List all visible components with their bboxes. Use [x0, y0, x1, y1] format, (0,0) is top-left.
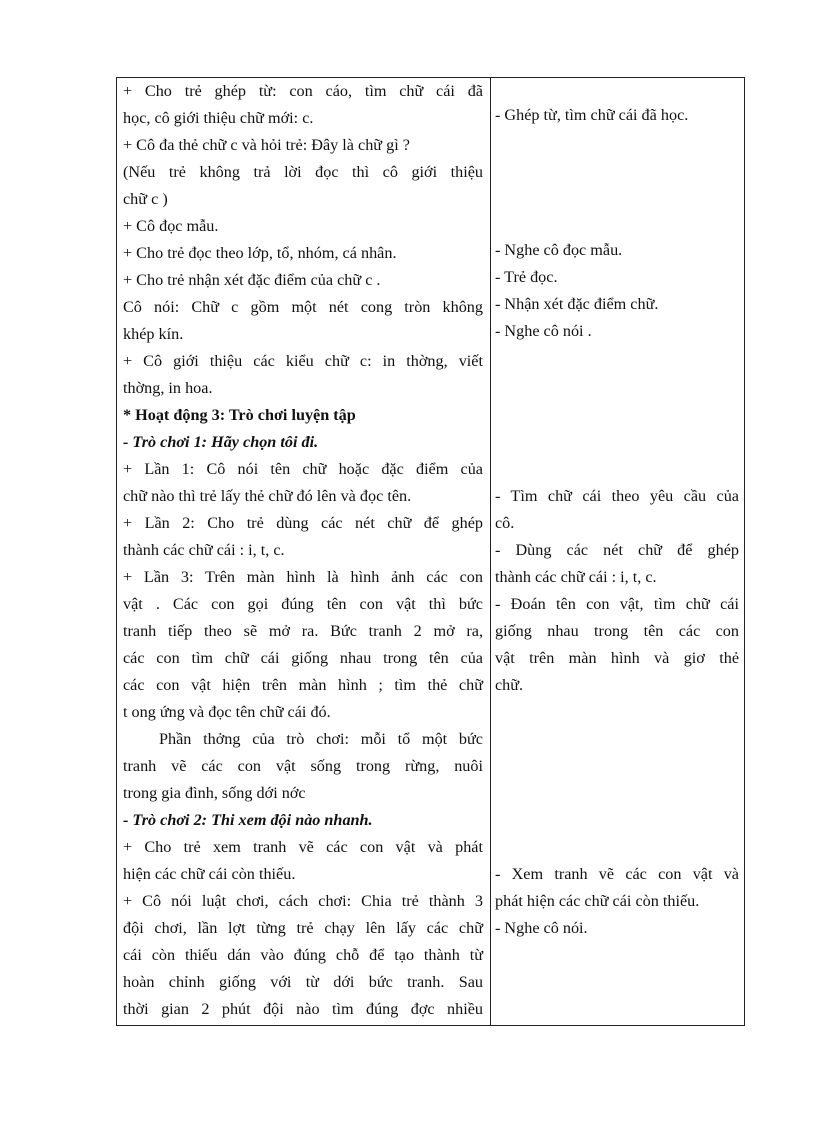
game-2-heading: - Trò chơi 2: Thi xem đội nào nhanh. — [123, 811, 373, 829]
right-line: - Dùng các nét chữ để ghép — [495, 541, 739, 559]
lesson-plan-table — [116, 77, 745, 1026]
right-line: - Trẻ đọc. — [495, 268, 558, 286]
left-line: tranh vẽ các con vật sống trong rừng, nuôi — [123, 757, 483, 775]
right-line: - Tìm chữ cái theo yêu cầu của — [495, 487, 739, 505]
left-line: + Cô nói luật chơi, cách chơi: Chia trẻ thành 3 — [123, 892, 483, 910]
right-line: - Ghép từ, tìm chữ cái đã học. — [495, 106, 689, 124]
right-line: - Nghe cô nói. — [495, 919, 588, 937]
activity-3-heading: * Hoạt động 3: Trò chơi luyện tập — [123, 406, 356, 424]
left-line: thời gian 2 phút đội nào tìm đúng đợc nhiều — [123, 1000, 483, 1018]
left-line: chữ nào thì trẻ lấy thẻ chữ đó lên và đọc tên. — [123, 487, 412, 505]
left-line: thành các chữ cái : i, t, c. — [123, 541, 285, 559]
right-line: - Đoán tên con vật, tìm chữ cái — [495, 595, 739, 613]
left-line: hoàn chỉnh giống với từ dới bức tranh. Sau — [123, 973, 483, 991]
left-line: chữ c ) — [123, 190, 168, 208]
left-line: trong gia đình, sống dới nớc — [123, 784, 306, 802]
left-line: + Cho trẻ đọc theo lớp, tổ, nhóm, cá nhân. — [123, 244, 397, 262]
right-line: - Nghe cô nói . — [495, 322, 592, 340]
left-line: tranh tiếp theo sẽ mở ra. Bức tranh 2 mở ra, — [123, 622, 483, 640]
left-line: Cô nói: Chữ c gồm một nét cong tròn không — [123, 298, 483, 316]
left-line: đội chơi, lần lợt từng trẻ chạy lên lấy các chữ — [123, 919, 483, 937]
left-line: + Lần 3: Trên màn hình là hình ảnh các con — [123, 568, 483, 586]
game-1-heading: - Trò chơi 1: Hãy chọn tôi đi. — [123, 433, 319, 451]
left-line: t ong ứng và đọc tên chữ cái đó. — [123, 703, 331, 721]
left-line: + Lần 1: Cô nói tên chữ hoặc đặc điểm của — [123, 460, 483, 478]
left-line: + Cho trẻ nhận xét đặc điểm của chữ c . — [123, 271, 381, 289]
left-line: khép kín. — [123, 325, 184, 343]
right-line: thành các chữ cái : i, t, c. — [495, 568, 657, 586]
left-line: + Cô đa thẻ chữ c và hỏi trẻ: Đây là chữ gì ? — [123, 136, 410, 154]
right-line: - Xem tranh vẽ các con vật và — [495, 865, 739, 883]
left-line: + Cho trẻ xem tranh vẽ các con vật và phát — [123, 838, 483, 856]
left-line: (Nếu trẻ không trả lời đọc thì cô giới thiệu — [123, 163, 483, 181]
left-line: + Cho trẻ ghép từ: con cáo, tìm chữ cái đã — [123, 82, 483, 100]
column-divider — [490, 78, 491, 1025]
left-line: + Lần 2: Cho trẻ dùng các nét chữ để ghép — [123, 514, 483, 532]
right-line: chữ. — [495, 676, 524, 694]
right-line: - Nghe cô đọc mẫu. — [495, 241, 623, 259]
left-line: hiện các chữ cái còn thiếu. — [123, 865, 296, 883]
right-line: cô. — [495, 514, 515, 532]
left-line: thờng, in hoa. — [123, 379, 213, 397]
left-line: + Cô đọc mẫu. — [123, 217, 219, 235]
left-line: cái còn thiếu dán vào đúng chỗ để tạo thành từ — [123, 946, 483, 964]
right-line: giống nhau trong tên các con — [495, 622, 739, 640]
left-line: học, cô giới thiệu chữ mới: c. — [123, 109, 314, 127]
left-line: các con vật hiện trên màn hình ; tìm thẻ chữ — [123, 676, 483, 694]
right-line: phát hiện các chữ cái còn thiếu. — [495, 892, 700, 910]
left-line: Phần thởng của trò chơi: mỗi tổ một bức — [159, 730, 483, 748]
right-line: - Nhận xét đặc điểm chữ. — [495, 295, 659, 313]
left-line: các con tìm chữ cái giống nhau trong tên của — [123, 649, 483, 667]
left-line: vật . Các con gọi đúng tên con vật thì bức — [123, 595, 483, 613]
left-line: + Cô giới thiệu các kiểu chữ c: in thờng, viết — [123, 352, 483, 370]
right-line: vật trên màn hình và giơ thẻ — [495, 649, 739, 667]
